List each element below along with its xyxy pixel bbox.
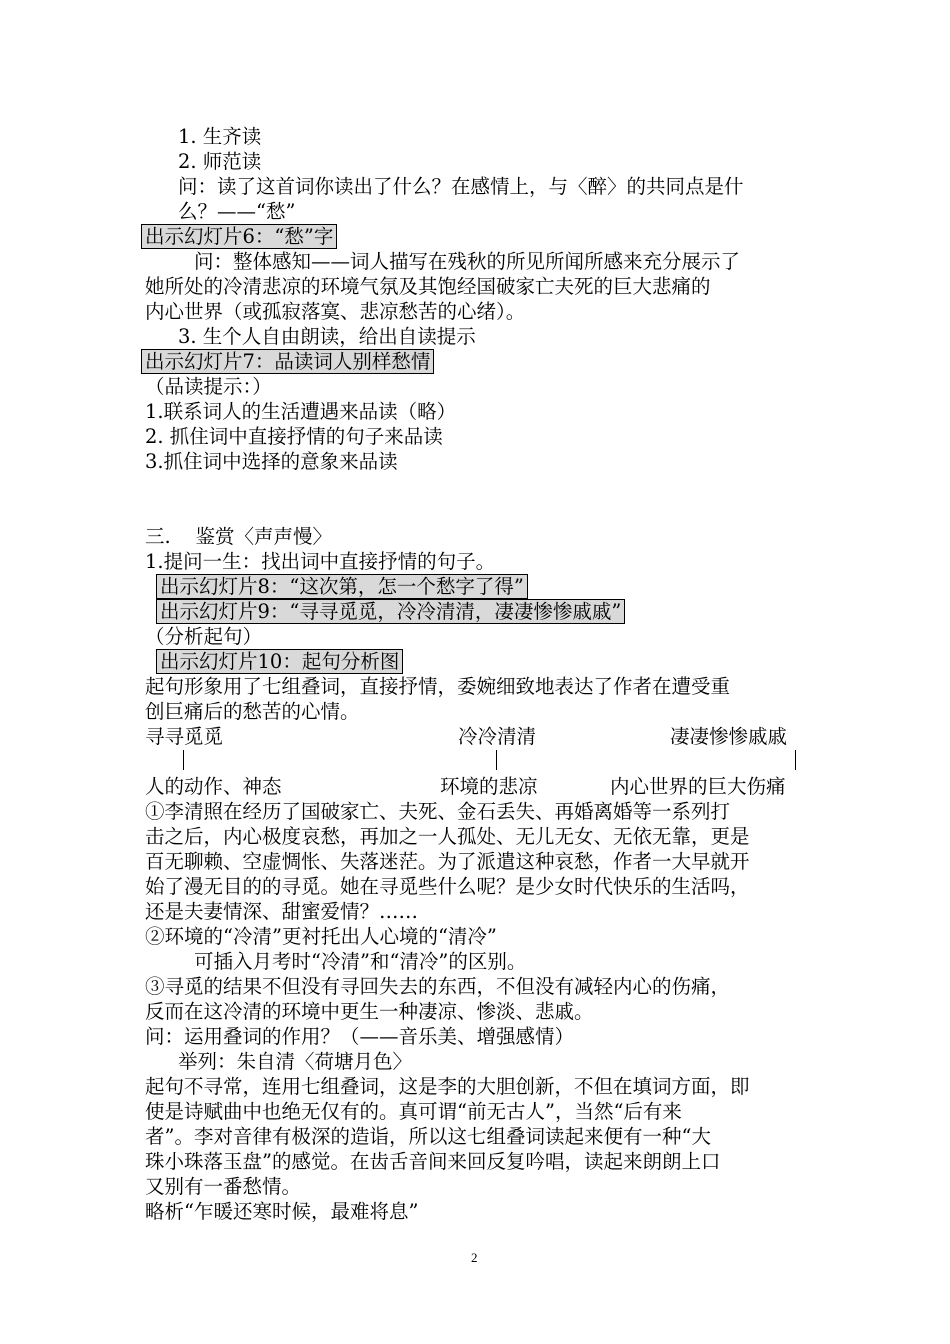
text-line-14: 3.抓住词中选择的意象来品读 — [145, 450, 398, 473]
text-line-8: 内心世界（或孤寂落寞、悲凉愁苦的心绪）。 — [145, 300, 526, 323]
text-line-45: 略析“乍暖还寒时候，最难将息” — [145, 1200, 419, 1223]
text-line-11: （品读提示：） — [145, 375, 272, 398]
diagram-term-2: 冷冷清清 — [458, 725, 537, 748]
diagram-connector-1 — [183, 750, 184, 770]
text-line-41: 使是诗赋曲中也绝无仅有的。真可谓“前无古人”，当然“后有来 — [145, 1100, 682, 1123]
text-line-44: 又别有一番愁情。 — [145, 1175, 302, 1198]
text-line-7: 她所处的冷清悲凉的环境气氛及其饱经国破家亡夫死的巨大悲痛的 — [145, 275, 711, 298]
text-line-33: 还是夫妻情深、甜蜜爱情？…… — [145, 900, 419, 923]
diagram-meaning-1: 人的动作、神态 — [145, 775, 282, 798]
slide-label-10: 出示幻灯片10：起句分析图 — [160, 649, 403, 674]
text-line-16: 1.提问一生：找出词中直接抒情的句子。 — [145, 550, 496, 573]
text-line-12: 1.联系词人的生活遭遇来品读（略） — [145, 400, 457, 423]
text-line-1: 1. 生齐读 — [178, 125, 262, 148]
slide-label-9: 出示幻灯片9：“寻寻觅觅，冷冷清清，凄凄惨惨戚戚” — [160, 599, 625, 624]
page-number: 2 — [471, 1250, 478, 1265]
text-line-36: ③寻觅的结果不但没有寻回失去的东西，不但没有减轻内心的伤痛， — [145, 975, 731, 998]
text-line-32: 始了漫无目的的寻觅。她在寻觅些什么呢？是少女时代快乐的生活吗， — [145, 875, 750, 898]
text-line-31: 百无聊赖、空虚惆怅、失落迷茫。为了派遣这种哀愁，作者一大早就开 — [145, 850, 750, 873]
diagram-meaning-2: 环境的悲凉 — [440, 775, 538, 798]
diagram-term-1: 寻寻觅觅 — [145, 725, 224, 748]
diagram-connector-3 — [795, 750, 796, 770]
text-line-19: （分析起句） — [145, 625, 263, 648]
text-line-38: 问：运用叠词的作用？（——音乐美、增强感情） — [145, 1025, 575, 1048]
diagram-term-3: 凄凄惨惨戚戚 — [670, 725, 788, 748]
diagram-connector-2 — [496, 750, 497, 770]
slide-label-8: 出示幻灯片8：“这次第，怎一个愁字了得” — [160, 574, 528, 599]
text-line-13: 2. 抓住词中直接抒情的句子来品读 — [145, 425, 443, 448]
text-line-9: 3. 生个人自由朗读，给出自读提示 — [178, 325, 476, 348]
text-line-39: 举列：朱自清〈荷塘月色〉 — [178, 1050, 413, 1073]
diagram-meaning-3: 内心世界的巨大伤痛 — [610, 775, 786, 798]
text-line-29: ①李清照在经历了国破家亡、夫死、金石丢失、再婚离婚等一系列打 — [145, 800, 731, 823]
text-line-40: 起句不寻常，连用七组叠词，这是李的大胆创新，不但在填词方面，即 — [145, 1075, 750, 1098]
text-line-30: 击之后，内心极度哀愁，再加之一人孤处、无儿无女、无依无靠，更是 — [145, 825, 750, 848]
text-line-35: 可插入月考时“冷清”和“清冷”的区别。 — [194, 950, 527, 973]
text-line-3: 问：读了这首词你读出了什么？在感情上，与〈醉〉的共同点是什 — [178, 175, 744, 198]
text-line-2: 2. 师范读 — [178, 150, 262, 173]
slide-label-7: 出示幻灯片7：品读词人别样愁情 — [145, 349, 434, 374]
text-line-42: 者”。李对音律有极深的造诣，所以这七组叠词读起来便有一种“大 — [145, 1125, 711, 1148]
slide-label-6: 出示幻灯片6：“愁”字 — [145, 224, 337, 249]
text-line-4: 么？——“愁” — [178, 200, 296, 223]
text-line-34: ②环境的“冷清”更衬托出人心境的“清冷” — [145, 925, 497, 948]
text-line-43: 珠小珠落玉盘”的感觉。在齿舌音间来回反复吟唱，读起来朗朗上口 — [145, 1150, 721, 1173]
section-heading: 三. 鉴赏〈声声慢〉 — [145, 525, 332, 548]
text-line-37: 反而在这冷清的环境中更生一种凄凉、惨淡、悲戚。 — [145, 1000, 594, 1023]
text-line-6: 问：整体感知——词人描写在残秋的所见所闻所感来充分展示了 — [194, 250, 741, 273]
text-line-22: 创巨痛后的愁苦的心情。 — [145, 700, 360, 723]
text-line-21: 起句形象用了七组叠词，直接抒情，委婉细致地表达了作者在遭受重 — [145, 675, 731, 698]
